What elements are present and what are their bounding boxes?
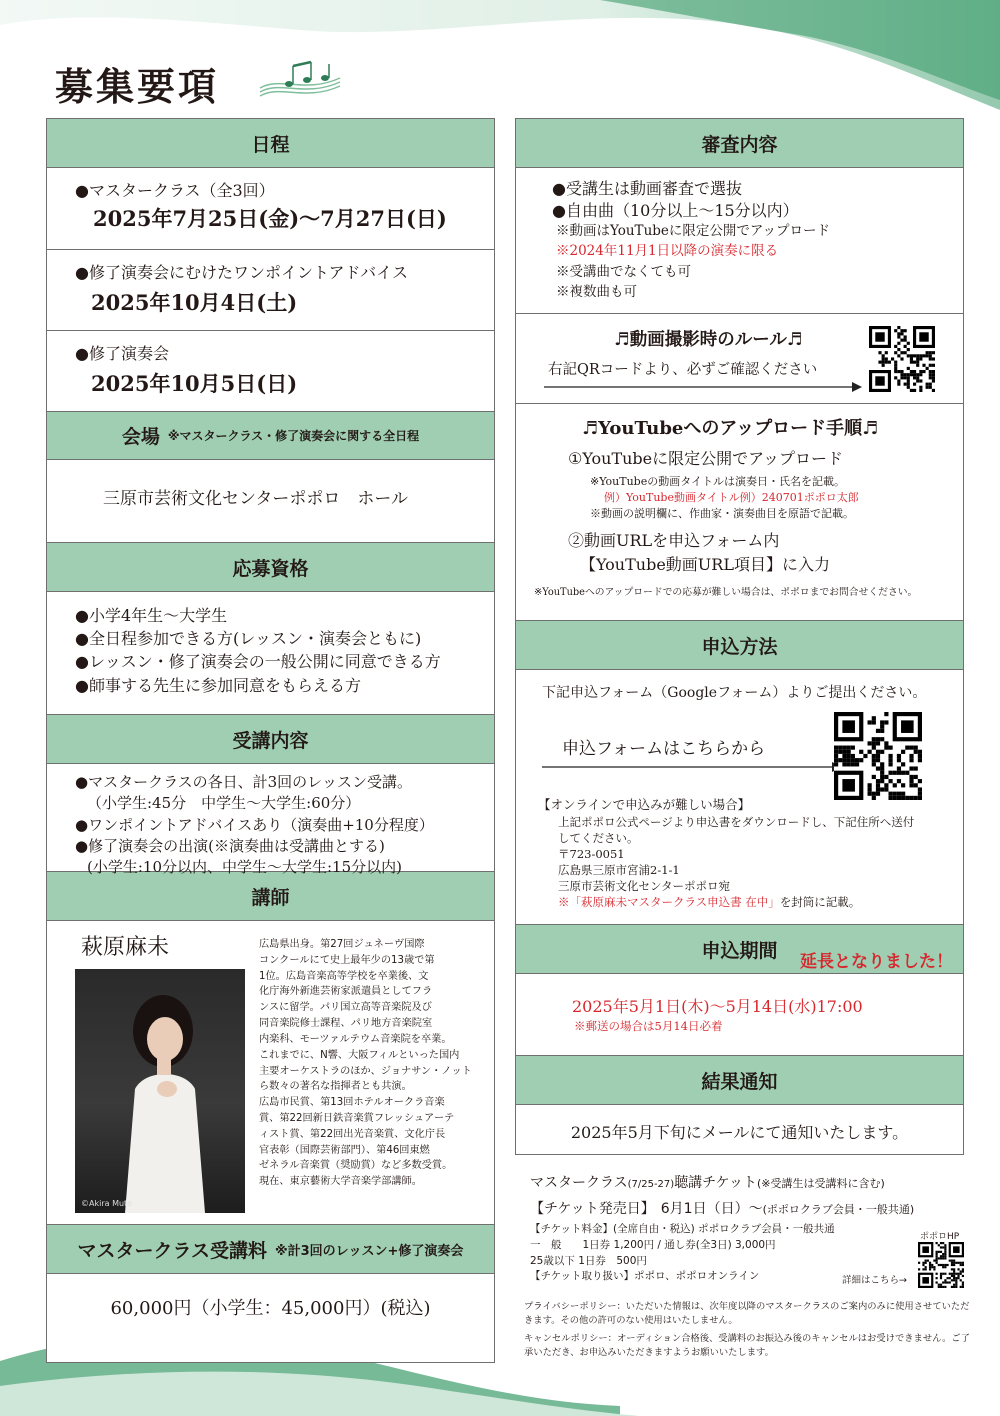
review-list [516, 168, 963, 314]
teacher-photo [75, 969, 245, 1213]
ticket-sale [530, 1198, 970, 1218]
ticket-title-a: マスタークラス [530, 1175, 628, 1191]
ticket-line: 25歳以下 1日券 500円 [530, 1254, 647, 1267]
upload-note: ※YouTubeの動画タイトルは演奏日・氏名を記載。 [590, 475, 845, 488]
schedule-label: ●マスタークラス（全3回） [75, 181, 275, 200]
eligibility-list [47, 592, 494, 715]
period-section [516, 974, 963, 1056]
list-item: ※動画はYouTubeに限定公開でアップロード [556, 223, 830, 240]
qr-code-icon [834, 712, 922, 800]
ticket-title-note: (※受講生は受講料に含む) [756, 1177, 885, 1190]
ticket-sale-label: 【チケット発売日】 [530, 1201, 655, 1217]
teacher-bio [259, 937, 485, 1190]
upload-step-2: ②動画URLを申込フォーム内 [568, 531, 780, 550]
rules-title: ♬動画撮影時のルール♬ [614, 330, 803, 350]
list-item: ●修了演奏会の出演(※演奏曲は受講曲とする) [75, 836, 385, 855]
bio-line: 化庁海外新進芸術家派遣員としてフラ [259, 986, 433, 998]
list-item: ※複数曲も可 [556, 283, 637, 300]
extended-notice: 延長となりました！ [800, 952, 953, 972]
list-item: ※2024年11月1日以降の演奏に限る [556, 243, 779, 260]
left-column [46, 118, 495, 1363]
list-item: ●師事する先生に参加同意をもらえる方 [75, 675, 361, 695]
venue-header-note: ※マスタークラス・修了演奏会に関する全日程 [167, 429, 420, 443]
rules-section [516, 314, 963, 404]
offline-line: してください。 [558, 831, 639, 846]
bio-line: 広島市民賞、第13回ホテルオークラ音楽 [259, 1097, 445, 1109]
schedule-item [47, 168, 494, 250]
bio-line: 内楽科、モーツァルテウム音楽院を卒業。 [259, 1033, 452, 1045]
apply-header: 申込方法 [516, 621, 963, 670]
period-header [516, 925, 963, 974]
content-list [47, 764, 494, 877]
period-dates: 2025年5月1日(木)〜5月14日(水)17:00 [572, 997, 863, 1016]
rules-text: 右記QRコードより、必ずご確認ください [548, 362, 818, 378]
teacher-name: 萩原麻未 [81, 935, 170, 960]
apply-form-link[interactable]: 申込フォームはこちらから [562, 739, 766, 759]
offline-line: 上記ポポロ公式ページより申込書をダウンロードし、下記住所へ送付 [558, 815, 915, 829]
bio-line: これまでに、N響、大阪フィルといった国内 [259, 1049, 460, 1061]
period-note: ※郵送の場合は5月14日必着 [574, 1019, 723, 1034]
eligibility-header: 応募資格 [47, 543, 494, 592]
upload-title: ♬YouTubeへのアップロード手順♬ [582, 418, 879, 439]
bio-line: 1位。広島音楽高等学校を卒業後、文 [259, 970, 429, 982]
photo-credit: ©Akira Muto [81, 1198, 133, 1208]
bio-line: 主要オーケストラのほか、ジョナサン・ノット [259, 1065, 472, 1077]
page-title: 募集要項 [55, 64, 220, 109]
ticket-title-b: 聴講チケット [674, 1175, 757, 1191]
schedule-item [47, 331, 494, 412]
apply-intro: 下記申込フォーム（Googleフォーム）よりご提出ください。 [542, 685, 927, 701]
offline-line: 〒723-0051 [558, 847, 625, 862]
ticket-title [530, 1172, 970, 1192]
list-item: ●小学4年生〜大学生 [75, 606, 228, 625]
ticket-line: 【チケット料金】(全席自由・税込) ポポロクラブ会員・一般共通 [530, 1223, 835, 1235]
bio-line: ゼネラル音楽賞（奨励賞）など多数受賞。 [259, 1160, 453, 1172]
apply-form-qr-code[interactable] [834, 712, 922, 800]
venue-header-title: 会場 [121, 426, 160, 448]
ticket-title-dates: (7/25-27) [627, 1179, 675, 1190]
fee-header-title: マスタークラス受講料 [77, 1239, 267, 1262]
bio-line: ンスに留学。パリ国立高等音楽院及び [259, 1002, 432, 1014]
schedule-date: 2025年7月25日(金)〜7月27日(日) [93, 206, 447, 232]
upload-step-2-detail: 【YouTube動画URL項目】に入力 [580, 555, 830, 574]
bio-line: コンクールにて史上最年少の13歳で第 [259, 954, 435, 966]
offline-line: 広島県三原市宮浦2-1-1 [558, 863, 680, 878]
ticket-sale-note: (ポポロクラブ会員・一般共通) [762, 1203, 915, 1216]
list-item: ●ワンポイントアドバイスあり（演奏曲+10分程度） [75, 815, 434, 834]
teacher-header: 講師 [47, 872, 494, 921]
apply-section [516, 670, 963, 925]
arrow-right-icon [542, 760, 844, 774]
offline-line: 三原市芸術文化センターポポロ宛 [558, 879, 731, 894]
detail-label: 詳細はこちら→ [842, 1275, 907, 1286]
bio-line: 広島県出身。第27回ジュネーヴ国際 [259, 939, 425, 950]
popolo-hp-label: ポポロHP [920, 1232, 960, 1242]
offline-tail: を封筒に記載。 [779, 895, 861, 910]
ticket-sale-date: 6月1日（日）〜 [660, 1201, 763, 1217]
bio-line: 官表彰（国際芸術部門）、第46回東燃 [259, 1144, 430, 1156]
schedule-date: 2025年10月5日(日) [91, 371, 298, 397]
bio-line: 賞、第22回新日鉄音楽賞フレッシュアーテ [259, 1112, 455, 1124]
upload-example: 例）YouTube動画タイトル例）240701ポポロ太郎 [604, 491, 859, 504]
list-item: ●レッスン・修了演奏会の一般公開に同意できる方 [75, 652, 441, 672]
bio-line: ら数々の著名な指揮者とも共演。 [259, 1081, 412, 1093]
bio-line: ィスト賞、第22回出光音楽賞、文化庁長 [259, 1128, 446, 1140]
fee-header-note: ※計3回のレッスン+修了演奏会 [274, 1243, 464, 1259]
list-item: ※受講曲でなくても可 [556, 263, 691, 280]
offline-instructions [558, 814, 958, 911]
popolo-hp-qr-code[interactable] [918, 1242, 964, 1288]
ticket-section [530, 1172, 970, 1285]
fee-header [47, 1225, 494, 1274]
arrow-right-icon [544, 380, 864, 394]
policy-section [524, 1300, 970, 1360]
review-header: 審査内容 [516, 119, 963, 168]
offline-title: 【オンラインで申込みが難しい場合】 [538, 797, 751, 812]
list-item: (小学生:10分以内、中学生〜大学生:15分以内) [87, 858, 402, 877]
teacher-section [47, 921, 494, 1225]
list-item: ●自由曲（10分以上〜15分以内） [552, 200, 799, 220]
portrait-illustration [75, 969, 245, 1213]
offline-red-note: ※「萩原麻未マスタークラス申込書 在中」 [558, 895, 780, 910]
privacy-policy: プライバシーポリシー：いただいた情報は、次年度以降のマスタークラスのご案内のみに使用させていただきます。その他の許可のない使用はいたしません。 [524, 1301, 970, 1326]
music-notes-icon [255, 58, 345, 102]
schedule-label: ●修了演奏会にむけたワンポイントアドバイス [75, 263, 409, 282]
upload-section [516, 404, 963, 621]
ticket-line: 【チケット取り扱い】ポポロ、ポポロオンライン [530, 1270, 760, 1283]
rules-qr-code[interactable] [868, 326, 936, 392]
schedule-date: 2025年10月4日(土) [91, 290, 298, 316]
upload-note: ※動画の説明欄に、作曲家・演奏曲目を原語で記載。 [590, 507, 854, 520]
schedule-header: 日程 [47, 119, 494, 168]
list-item: ●マスタークラスの各日、計3回のレッスン受講。 [75, 773, 413, 791]
content-header: 受講内容 [47, 715, 494, 764]
qr-code-icon [918, 1242, 964, 1288]
venue-header [47, 412, 494, 460]
list-item: ●全日程参加できる方(レッスン・演奏会ともに) [75, 629, 422, 649]
fee-text: 60,000円（小学生：45,000円）(税込) [110, 1298, 431, 1320]
result-header: 結果通知 [516, 1056, 963, 1105]
bio-line: 現在、東京藝術大学音楽学部講師。 [259, 1176, 422, 1188]
schedule-label: ●修了演奏会 [75, 344, 169, 363]
bio-line: 同音楽院修士課程、パリ地方音楽院室 [259, 1018, 433, 1030]
cancel-policy: キャンセルポリシー：オーディション合格後、受講料のお振込み後のキャンセルはお受けできません。ご了承いただき、お申込みいただきますようお願いいたします。 [524, 1332, 970, 1358]
list-item: ●受講生は動画審査で選抜 [552, 179, 742, 198]
result-text: 2025年5月下旬にメールにて通知いたします。 [570, 1122, 909, 1142]
upload-footnote: ※YouTubeへのアップロードでの応募が難しい場合は、ポポロまでお問合せください。 [534, 587, 918, 598]
schedule-item [47, 250, 494, 331]
ticket-line: 一 般 1日券 1,200円 / 通し券(全3日) 3,000円 [530, 1238, 776, 1251]
right-column [515, 118, 964, 1155]
upload-step-1: ①YouTubeに限定公開でアップロード [568, 449, 844, 468]
offline-line [558, 894, 958, 910]
venue-text: 三原市芸術文化センターポポロ ホール [47, 460, 494, 543]
period-header-title: 申込期間 [701, 939, 778, 962]
qr-code-icon [868, 326, 936, 392]
list-item: （小学生:45分 中学生〜大学生:60分） [87, 794, 361, 813]
